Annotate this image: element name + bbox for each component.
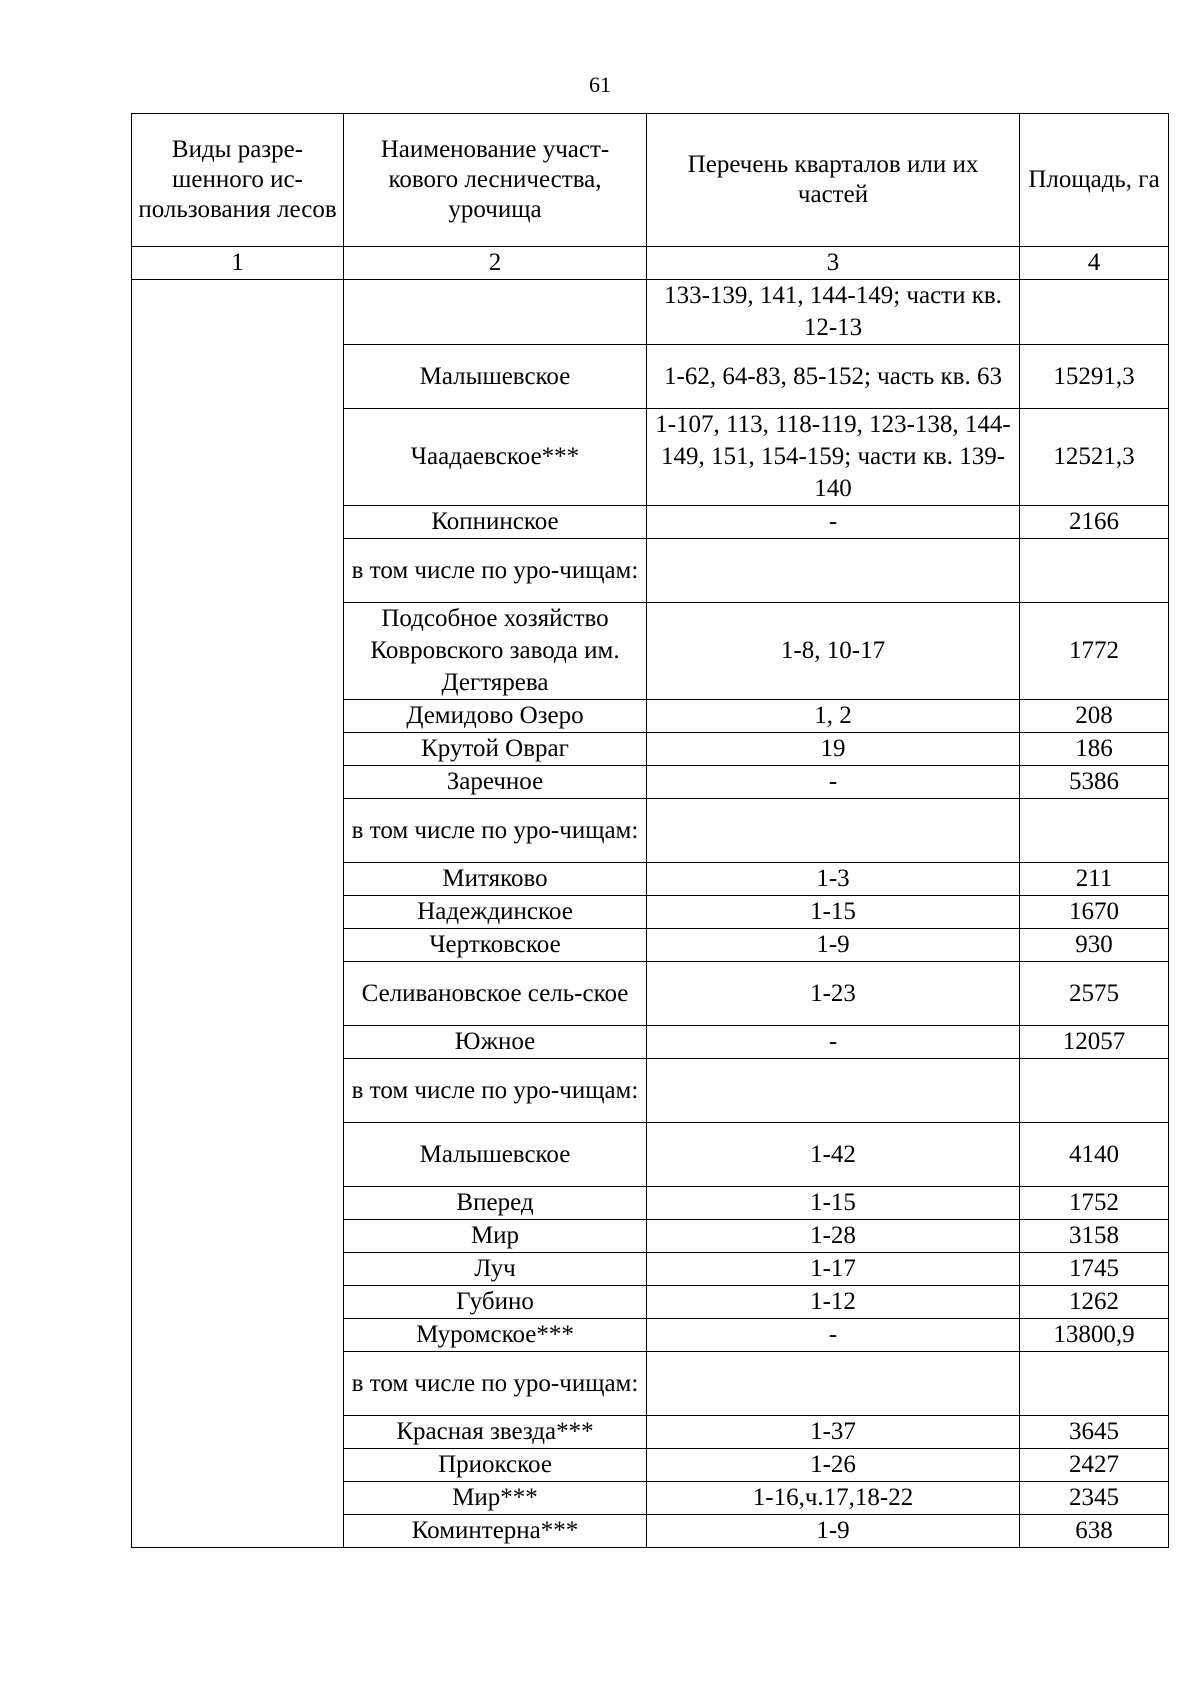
quarters-cell: 1-28 (647, 1220, 1020, 1253)
forestry-name-cell (344, 280, 647, 345)
column-number: 3 (647, 247, 1020, 280)
area-cell: 5386 (1020, 766, 1169, 799)
area-cell (1020, 1352, 1169, 1416)
quarters-cell (647, 1352, 1020, 1416)
area-cell: 15291,3 (1020, 345, 1169, 409)
quarters-cell: 1-9 (647, 929, 1020, 962)
permitted-use-cell (132, 280, 344, 1548)
area-cell: 186 (1020, 733, 1169, 766)
forestry-name-cell: Приокское (344, 1449, 647, 1482)
quarters-cell: 1-62, 64-83, 85-152; часть кв. 63 (647, 345, 1020, 409)
forestry-name-cell: Коминтерна*** (344, 1515, 647, 1548)
forestry-name-cell: Чаадаевское*** (344, 409, 647, 506)
area-cell: 13800,9 (1020, 1319, 1169, 1352)
forestry-name-cell: в том числе по уро-чищам: (344, 1059, 647, 1123)
header-quarters-list: Перечень кварталов или их частей (647, 114, 1020, 247)
quarters-cell: 19 (647, 733, 1020, 766)
forest-quarters-table (131, 113, 1169, 1548)
area-cell (1020, 1059, 1169, 1123)
area-cell: 2166 (1020, 506, 1169, 539)
forestry-name-cell: Мир*** (344, 1482, 647, 1515)
page-number: 61 (589, 72, 611, 97)
quarters-cell: 1-23 (647, 962, 1020, 1026)
quarters-cell: 1-37 (647, 1416, 1020, 1449)
forestry-name-cell: Вперед (344, 1187, 647, 1220)
area-cell: 208 (1020, 700, 1169, 733)
forestry-name-cell: Подсобное хозяйство Ковровского завода им. Дегтярева (344, 603, 647, 700)
quarters-cell: 1-12 (647, 1286, 1020, 1319)
forestry-name-cell: Мир (344, 1220, 647, 1253)
area-cell: 4140 (1020, 1123, 1169, 1187)
forestry-name-cell: Заречное (344, 766, 647, 799)
area-cell: 2575 (1020, 962, 1169, 1026)
forestry-name-cell: Южное (344, 1026, 647, 1059)
quarters-cell: - (647, 766, 1020, 799)
column-number: 1 (132, 247, 344, 280)
area-cell: 2427 (1020, 1449, 1169, 1482)
quarters-cell: 1-16,ч.17,18-22 (647, 1482, 1020, 1515)
forestry-name-cell: Губино (344, 1286, 647, 1319)
quarters-cell (647, 799, 1020, 863)
column-number-row (132, 247, 1169, 280)
quarters-cell: 1-26 (647, 1449, 1020, 1482)
header-permitted-use: Виды разре-шенного ис-пользования лесов (132, 114, 344, 247)
forestry-name-cell: Селивановское сель-ское (344, 962, 647, 1026)
forestry-name-cell: Красная звезда*** (344, 1416, 647, 1449)
area-cell (1020, 539, 1169, 603)
quarters-cell: 1-3 (647, 863, 1020, 896)
quarters-cell (647, 1059, 1020, 1123)
forestry-name-cell: Надеждинское (344, 896, 647, 929)
forestry-name-cell: Чертковское (344, 929, 647, 962)
column-number: 2 (344, 247, 647, 280)
quarters-cell: - (647, 506, 1020, 539)
forestry-name-cell: Митяково (344, 863, 647, 896)
area-cell: 1745 (1020, 1253, 1169, 1286)
forestry-name-cell: Муромское*** (344, 1319, 647, 1352)
header-row (132, 114, 1169, 247)
area-cell: 1752 (1020, 1187, 1169, 1220)
area-cell: 638 (1020, 1515, 1169, 1548)
quarters-cell: 1-42 (647, 1123, 1020, 1187)
forestry-name-cell: в том числе по уро-чищам: (344, 799, 647, 863)
header-area: Площадь, га (1020, 114, 1169, 247)
quarters-cell: 1-107, 113, 118-119, 123-138, 144-149, 151, 154-159; части кв. 139-140 (647, 409, 1020, 506)
forestry-name-cell: Крутой Овраг (344, 733, 647, 766)
column-number: 4 (1020, 247, 1169, 280)
area-cell: 1670 (1020, 896, 1169, 929)
quarters-cell: - (647, 1026, 1020, 1059)
area-cell (1020, 799, 1169, 863)
quarters-cell: - (647, 1319, 1020, 1352)
quarters-cell: 1-17 (647, 1253, 1020, 1286)
forestry-name-cell: Копнинское (344, 506, 647, 539)
area-cell: 211 (1020, 863, 1169, 896)
quarters-cell: 1-9 (647, 1515, 1020, 1548)
header-forestry-name: Наименование участ-кового лесничества, урочища (344, 114, 647, 247)
quarters-cell: 1-15 (647, 896, 1020, 929)
quarters-cell: 1-15 (647, 1187, 1020, 1220)
quarters-cell: 133-139, 141, 144-149; части кв. 12-13 (647, 280, 1020, 345)
forestry-name-cell: Демидово Озеро (344, 700, 647, 733)
area-cell: 3158 (1020, 1220, 1169, 1253)
forestry-name-cell: Малышевское (344, 345, 647, 409)
forestry-name-cell: в том числе по уро-чищам: (344, 539, 647, 603)
quarters-cell (647, 539, 1020, 603)
forestry-name-cell: Малышевское (344, 1123, 647, 1187)
area-cell: 930 (1020, 929, 1169, 962)
forestry-name-cell: Луч (344, 1253, 647, 1286)
quarters-cell: 1, 2 (647, 700, 1020, 733)
area-cell: 2345 (1020, 1482, 1169, 1515)
area-cell: 3645 (1020, 1416, 1169, 1449)
forestry-name-cell: в том числе по уро-чищам: (344, 1352, 647, 1416)
quarters-cell: 1-8, 10-17 (647, 603, 1020, 700)
area-cell: 12521,3 (1020, 409, 1169, 506)
area-cell: 12057 (1020, 1026, 1169, 1059)
table-row (132, 280, 1169, 345)
area-cell: 1262 (1020, 1286, 1169, 1319)
area-cell: 1772 (1020, 603, 1169, 700)
area-cell (1020, 280, 1169, 345)
